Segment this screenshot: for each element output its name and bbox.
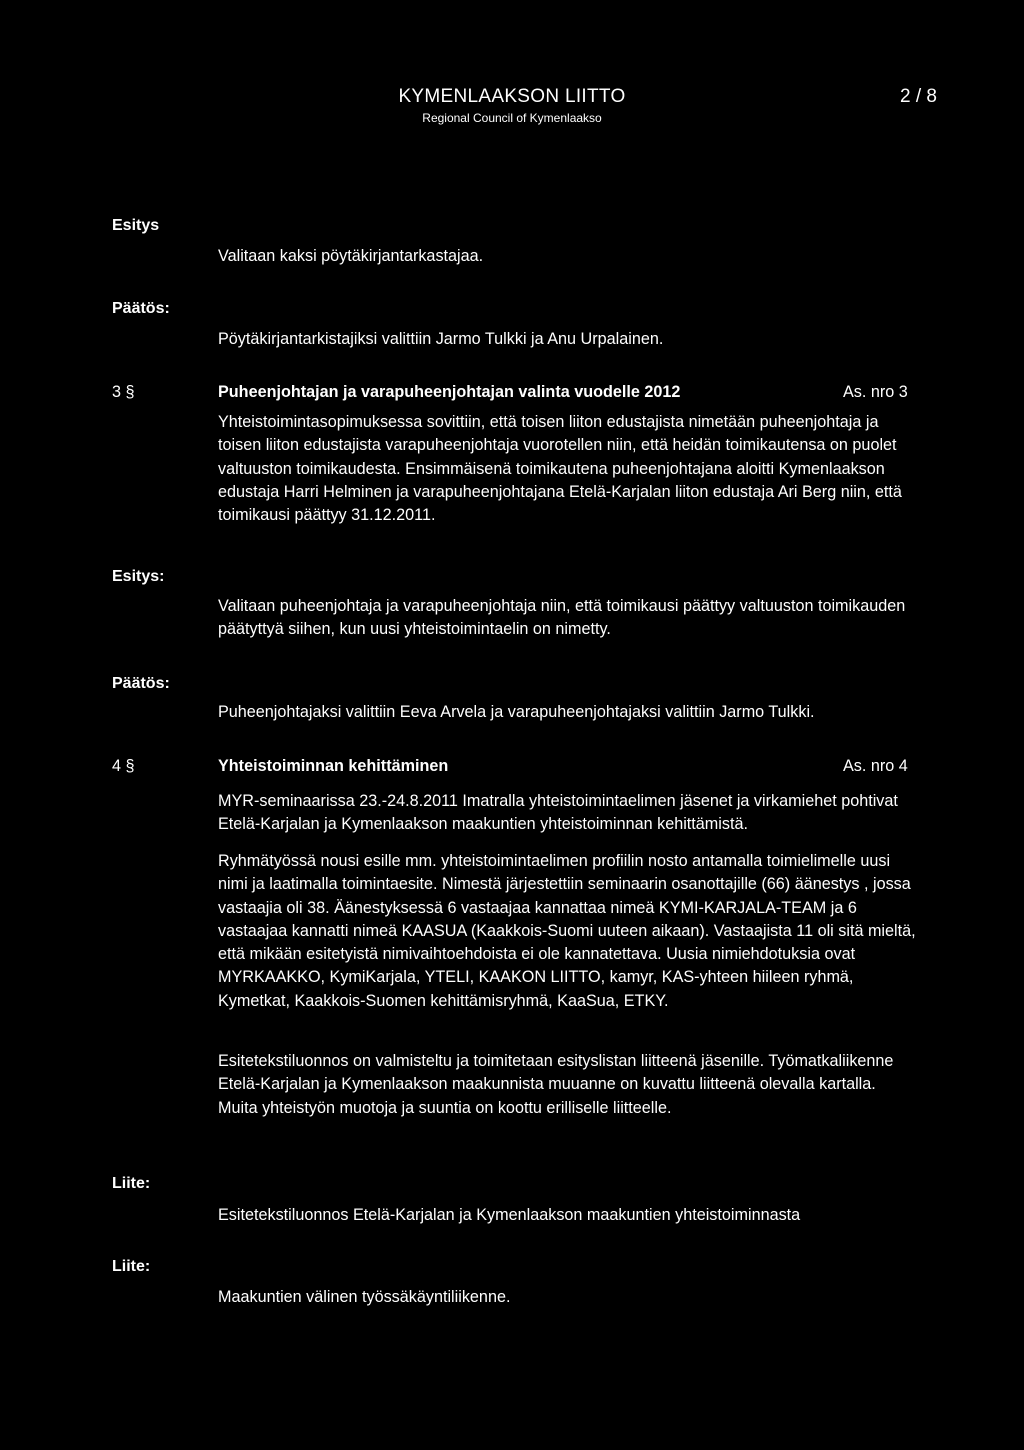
section-title: Yhteistoiminnan kehittäminen — [218, 757, 449, 775]
paatos-text: Puheenjohtajaksi valittiin Eeva Arvela ja varapuheenjohtajaksi valittiin Jarmo Tulkki. — [218, 703, 815, 721]
attachment-number: As. nro 3 — [843, 383, 908, 401]
esitys-label: Esitys — [112, 217, 160, 234]
page-number: 2 / 8 — [900, 86, 937, 107]
organization-name: KYMENLAAKSON LIITTO — [398, 86, 626, 107]
attachment-text: Maakuntien välinen työssäkäyntiliikenne. — [218, 1288, 511, 1306]
paatos-label: Päätös: — [112, 675, 170, 692]
section-title: Puheenjohtajan ja varapuheenjohtajan valinta vuodelle 2012 — [218, 383, 681, 401]
attachment-number: As. nro 4 — [843, 757, 908, 775]
esitys-label: Esitys: — [112, 568, 165, 585]
section-number: 4 § — [112, 757, 135, 775]
section-number: 3 § — [112, 383, 135, 401]
paragraph: Ryhmätyössä nousi esille mm. yhteistoimintaelimen profiilin nosto antamalla toimielimelle uusi nimi ja laatimalla toimintaesite. Nimestä järjestettiin seminaarin osanottajille (66) äänestys , jossa vastaajia oli 38. Äänestyksessä 6 vastaajaa kannattaa nimeä KYMI-KARJALA-TEAM ja 6 vastaajaa kannatti nimeä KAASUA (Kaakkois-Suomi uuteen aikaan). Vastaajista 11 oli sitä mieltä, että mikään esitetyistä nimivaihtoehdoista ei ole kannatettava. Uusia nimiehdotuksia ovat MYRKAAKKO, KymiKarjala, YTELI, KAAKON LIITTO, kamyr, KAS-yhteen hiileen ryhmä, Kymetkat, Kaakkois-Suomen kehittämisryhmä, KaaSua, ETKY. — [218, 852, 916, 1010]
attachment-text: Esitetekstiluonnos Etelä-Karjalan ja Kymenlaakson maakuntien yhteistoiminnasta — [218, 1206, 801, 1224]
paragraph: Esitetekstiluonnos on valmisteltu ja toimitetaan esityslistan liitteenä jäsenille. Työmatkaliikenne Etelä-Karjalan ja Kymenlaakson maakunnista muuanne on kuvattu liitteenä olevalla kartalla. Muita yhteistyön muotoja ja suuntia on koottu erilliselle liitteelle. — [218, 1052, 894, 1117]
organization-subtitle: Regional Council of Kymenlaakso — [422, 111, 602, 125]
paragraph: MYR-seminaarissa 23.-24.8.2011 Imatralla yhteistoimintaelimen jäsenet ja virkamiehet pohtivat Etelä-Karjalan ja Kymenlaakson maakuntien yhteistoiminnan kehittämistä. — [218, 792, 898, 834]
paatos-label: Päätös: — [112, 300, 170, 317]
section-intro: Yhteistoimintasopimuksessa sovittiin, että toisen liiton edustajista nimetään puheenjohtaja ja toisen liiton edustajista varapuheenjohtaja vuorotellen niin, että heidän toimikautensa on puolet valtuuston toimikaudesta. Ensimmäisenä toimikautena puheenjohtajana aloitti Kymenlaakson edustaja Harri Helminen ja varapuheenjohtajana Etelä-Karjalan liiton edustaja Ari Berg niin, että toimikausi päättyy 31.12.2011. — [218, 413, 902, 525]
liite-label: Liite: — [112, 1175, 151, 1192]
esitys-text: Valitaan puheenjohtaja ja varapuheenjohtaja niin, että toimikausi päättyy valtuuston toimikauden päätyttyä siihen, kun uusi yhteistoimintaelin on nimetty. — [218, 597, 906, 639]
liite-label: Liite: — [112, 1258, 151, 1275]
paatos-text: Pöytäkirjantarkistajiksi valittiin Jarmo Tulkki ja Anu Urpalainen. — [218, 330, 664, 348]
esitys-text: Valitaan kaksi pöytäkirjantarkastajaa. — [218, 247, 484, 265]
